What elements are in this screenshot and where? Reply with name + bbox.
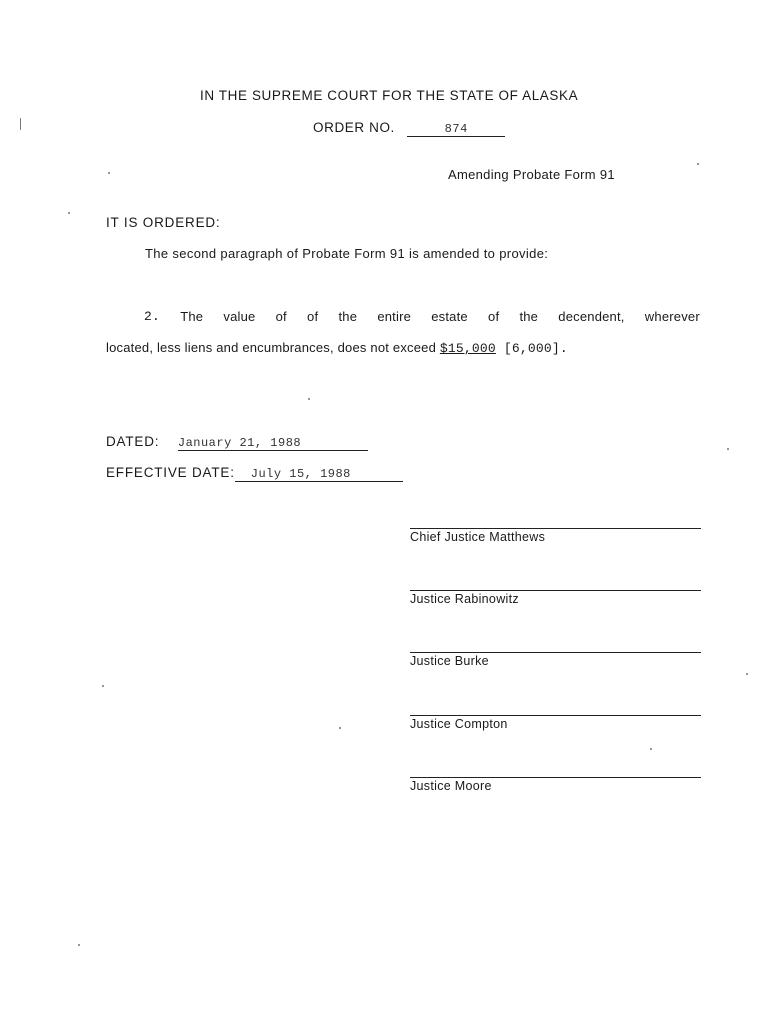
signature-line-chief-justice: Chief Justice Matthews [410,528,701,544]
court-title: IN THE SUPREME COURT FOR THE STATE OF ALASKA [200,88,579,103]
scan-speck [727,448,729,450]
old-amount: [6,000]. [495,341,568,356]
paragraph-word: The [180,309,204,324]
dated-line [106,434,368,451]
paragraph-word: estate [431,309,468,324]
paragraph-word: wherever [644,309,700,324]
scan-speck [20,118,21,130]
paragraph-word: the [338,309,358,324]
paragraph-word: of [307,309,319,324]
scan-speck [697,163,699,165]
effective-date-line [106,465,403,482]
order-number: 874 [407,122,505,137]
new-amount: $15,000 [439,341,496,356]
amended-paragraph-line-2 [106,340,568,356]
paragraph-word: 2. [144,309,161,324]
intro-paragraph: The second paragraph of Probate Form 91 is amended to provide: [145,246,549,261]
paragraph-word: value [223,309,256,324]
signature-line-justice-burke: Justice Burke [410,652,701,668]
scan-speck [78,944,80,946]
effective-date-value: July 15, 1988 [235,467,403,482]
dated-value: January 21, 1988 [178,436,368,451]
order-label: ORDER NO. [313,120,395,135]
paragraph-word: the [519,309,539,324]
ordered-heading: IT IS ORDERED: [106,215,221,230]
paragraph-word: decendent, [558,309,625,324]
paragraph-word: of [488,309,500,324]
effective-date-label: EFFECTIVE DATE: [106,465,235,480]
scan-speck [108,172,110,174]
paragraph-word: entire [377,309,412,324]
order-number-line [313,120,505,137]
scan-speck [68,212,70,214]
scan-speck [339,727,341,729]
scan-speck [746,673,748,675]
signature-line-justice-compton: Justice Compton [410,715,701,731]
scan-speck [102,685,104,687]
amended-paragraph-line-1 [106,309,700,324]
dated-label: DATED: [106,434,160,449]
order-subject: Amending Probate Form 91 [448,167,615,182]
scan-speck [308,398,310,400]
paragraph-text: located, less liens and encumbrances, does not exceed [106,340,440,355]
signature-line-justice-rabinowitz: Justice Rabinowitz [410,590,701,606]
signature-line-justice-moore: Justice Moore [410,777,701,793]
scan-speck [650,748,652,750]
paragraph-word: of [275,309,287,324]
